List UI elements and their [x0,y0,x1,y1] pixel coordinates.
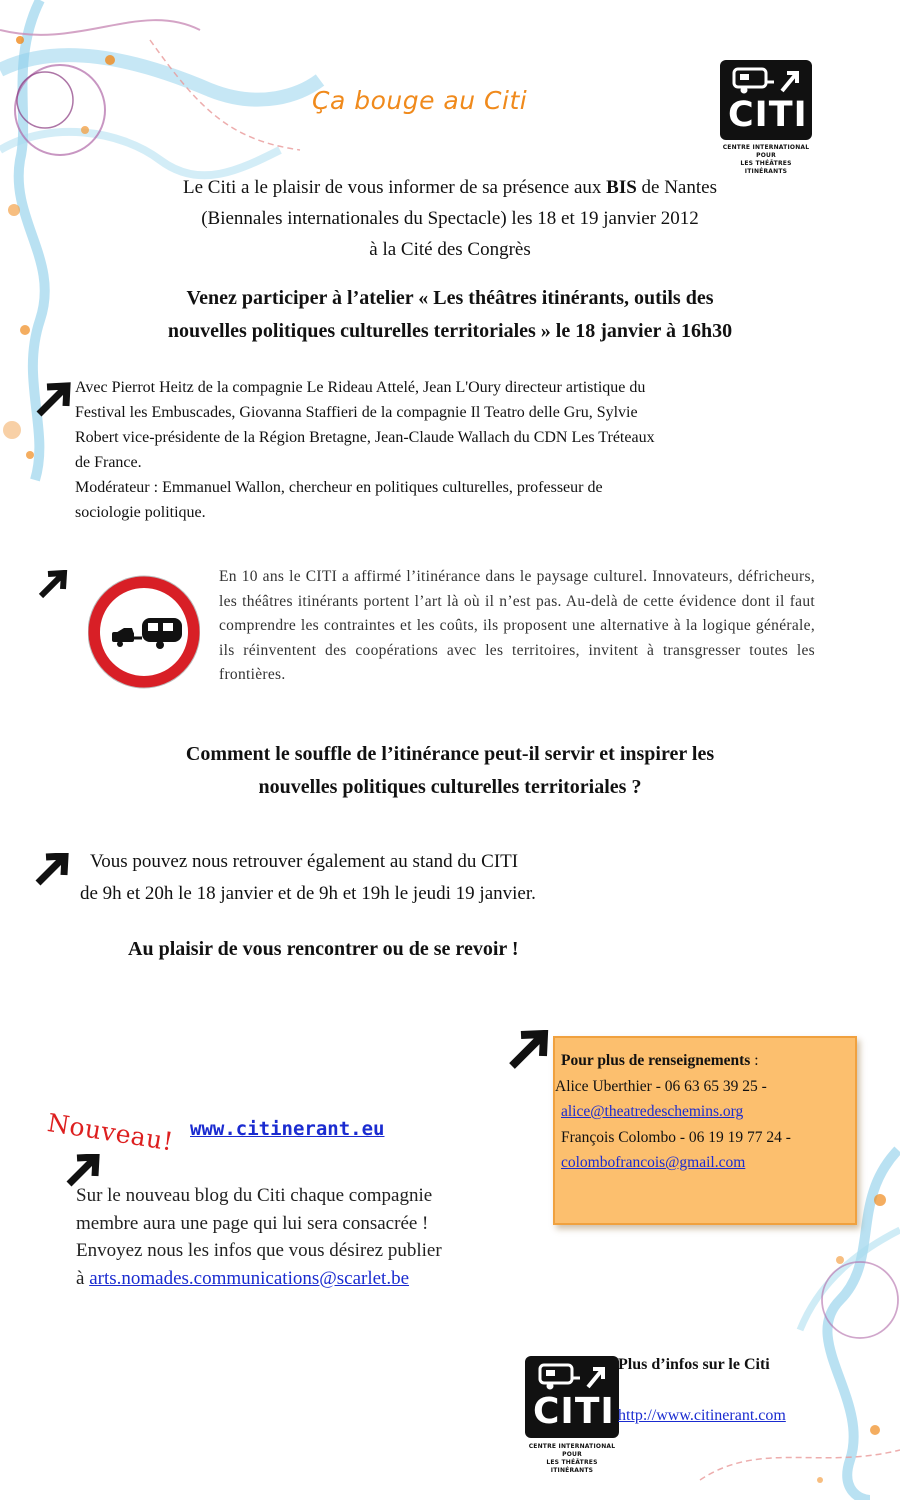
plus-infos-label: Plus d’infos sur le Citi [618,1356,770,1373]
citi-logo-footer [525,1356,619,1474]
arrow-icon [36,570,70,600]
atelier-title: Venez participer à l’atelier « Les théâtres itinérants, outils des nouvelles politiques culturelles territoriales » le 18 janvier à 16h30 [167,287,733,342]
citi-logo [720,60,812,175]
arrow-icon [506,1030,550,1070]
intro-line-3: à la Cité des Congrès [369,239,531,260]
logo-word: CITI [533,1391,615,1432]
logo-box [720,60,812,140]
intro-line-2: (Biennales internationales du Spectacle) les 18 et 19 janvier 2012 [201,208,699,229]
blog-text: Sur le nouveau blog du Citi chaque compagnie membre aura une page qui lui sera consacrée ! Envoyez nous les infos que vous désirez publier à arts.nomades.communications@scarlet.be [76,1185,442,1289]
contact-lines [555,1048,791,1176]
stand-info: Vous pouvez nous retrouver également au stand du CITI de 9h et 20h le 18 janvier et de 9h et 19h le jeudi 19 janvier. [80,851,536,904]
arrow-icon [33,853,71,887]
blog-email-link[interactable]: arts.nomades.communications@scarlet.be [89,1267,410,1289]
blog-url-link[interactable]: www.citinerant.eu [190,1118,385,1140]
contact-title: Pour plus de renseignements : [561,1052,759,1069]
contact-person-1: Alice Uberthier - 06 63 65 39 25 - [555,1077,767,1095]
no-caravan-sign-icon [88,572,200,692]
intro-text [100,172,800,265]
citi-website-link[interactable]: http://www.citinerant.com [618,1407,786,1424]
intro-line-1: Le Citi a le plaisir de vous informer de sa présence aux BIS de Nantes [183,177,717,198]
itinerance-paragraph: En 10 ans le CITI a affirmé l’itinérance dans le paysage culturel. Innovateurs, défricheurs, les théâtres itinérants portent l’art là où il n’est pas. Au-delà de cette évidence dont il faut comprendre les contraintes et les coûts, ils proposent une alternative à la logique générale, ils réinventent des coopérations avec les territoires, invitent à transgresser toutes les frontières. [219,568,815,683]
caravan-arrow-icon [535,1362,611,1392]
logo-box [525,1356,619,1438]
caravan-arrow-icon [730,66,804,96]
logo-word: CITI [728,95,808,135]
contact-email-1-link[interactable]: alice@theatredeschemins.org [561,1103,744,1120]
tagline: Ça bouge au Citi [312,86,528,115]
logo-subtitle: CENTRE INTERNATIONAL POUR LES THÉÂTRES ITINÉRANTS [528,1443,616,1474]
contact-person-2: François Colombo - 06 19 19 77 24 - [561,1128,791,1146]
arrow-icon [33,382,73,418]
speakers-text: Avec Pierrot Heitz de la compagnie Le Rideau Attelé, Jean L'Oury directeur artistique du Festival les Embuscades, Giovanna Staffieri de la compagnie Il Teatro delle Gru, Sylvie Robert vice-présidente de la Région Bretagne, Jean-Claude Wallach du CDN Les Tréteaux de France. Modérateur : Emmanuel Wallon, chercheur en politiques culturelles, professeur de sociologie politique. [75,379,655,521]
closing-line: Au plaisir de vous rencontrer ou de se revoir ! [128,938,519,960]
contact-box [553,1036,857,1225]
question-heading: Comment le souffle de l’itinérance peut-il servir et inspirer les nouvelles politiques culturelles territoriales ? [185,743,715,798]
nouveau-label: Nouveau! [45,1108,176,1157]
logo-subtitle: CENTRE INTERNATIONAL POUR LES THÉÂTRES ITINÉRANTS [722,144,810,175]
contact-email-2-link[interactable]: colombofrancois@gmail.com [561,1154,746,1171]
